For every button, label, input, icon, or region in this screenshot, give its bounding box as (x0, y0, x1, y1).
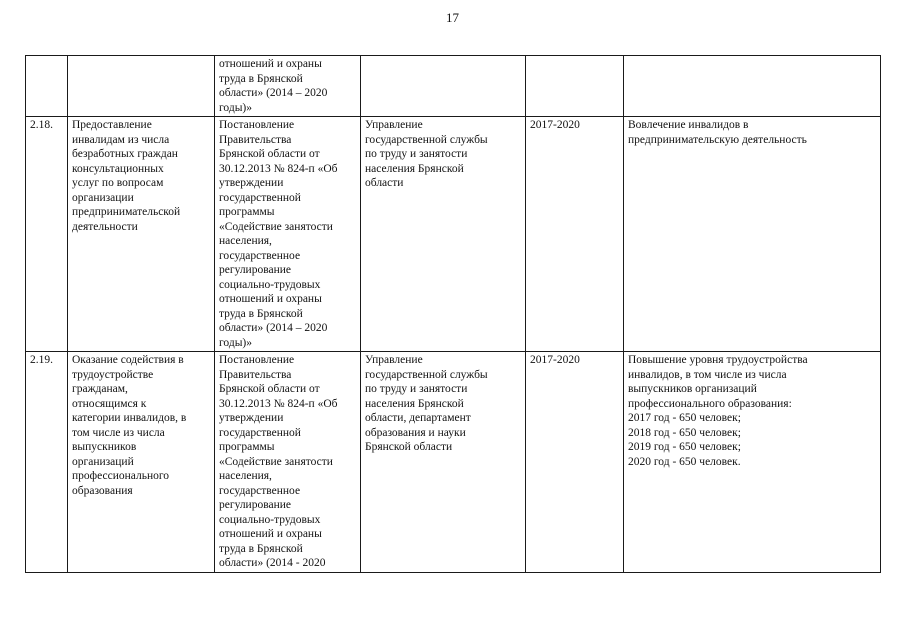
cell-action: Оказание содействия в трудоустройстве гражданам, относящимся к категории инвалидов, в том числе из числа выпускников организаций профессионального образования (68, 352, 215, 573)
cell-basis: Постановление Правительства Брянской области от 30.12.2013 № 824-п «Об утверждении государственной программы «Содействие занятости населения, государственное регулирование социально-трудовых отношений и охраны труда в Брянской области» (2014 - 2020 (215, 352, 361, 573)
cell-result: Повышение уровня трудоустройства инвалидов, в том числе из числа выпускников организаций профессионального образования: 2017 год - 650 человек; 2018 год - 650 человек; 2019 год - 650 человек; 2020 год - 650 человек. (624, 352, 881, 573)
cell-period: 2017-2020 (526, 352, 624, 573)
cell-number (26, 56, 68, 117)
cell-number: 2.19. (26, 352, 68, 573)
cell-period (526, 56, 624, 117)
cell-executor: Управление государственной службы по труду и занятости населения Брянской области, департамент образования и науки Брянской области (361, 352, 526, 573)
table-row (26, 352, 881, 573)
cell-result (624, 56, 881, 117)
cell-basis: отношений и охраны труда в Брянской области» (2014 – 2020 годы)» (215, 56, 361, 117)
page-number: 17 (446, 10, 459, 25)
cell-executor: Управление государственной службы по труду и занятости населения Брянской области (361, 117, 526, 352)
measures-table (25, 55, 881, 573)
table-row (26, 56, 881, 117)
cell-basis: Постановление Правительства Брянской области от 30.12.2013 № 824-п «Об утверждении государственной программы «Содействие занятости населения, государственное регулирование социально-трудовых отношений и охраны труда в Брянской области» (2014 – 2020 годы)» (215, 117, 361, 352)
cell-executor (361, 56, 526, 117)
cell-action (68, 56, 215, 117)
cell-period: 2017-2020 (526, 117, 624, 352)
cell-result: Вовлечение инвалидов в предпринимательскую деятельность (624, 117, 881, 352)
cell-action: Предоставление инвалидам из числа безработных граждан консультационных услуг по вопросам организации предпринимательской деятельности (68, 117, 215, 352)
table-row (26, 117, 881, 352)
cell-number: 2.18. (26, 117, 68, 352)
